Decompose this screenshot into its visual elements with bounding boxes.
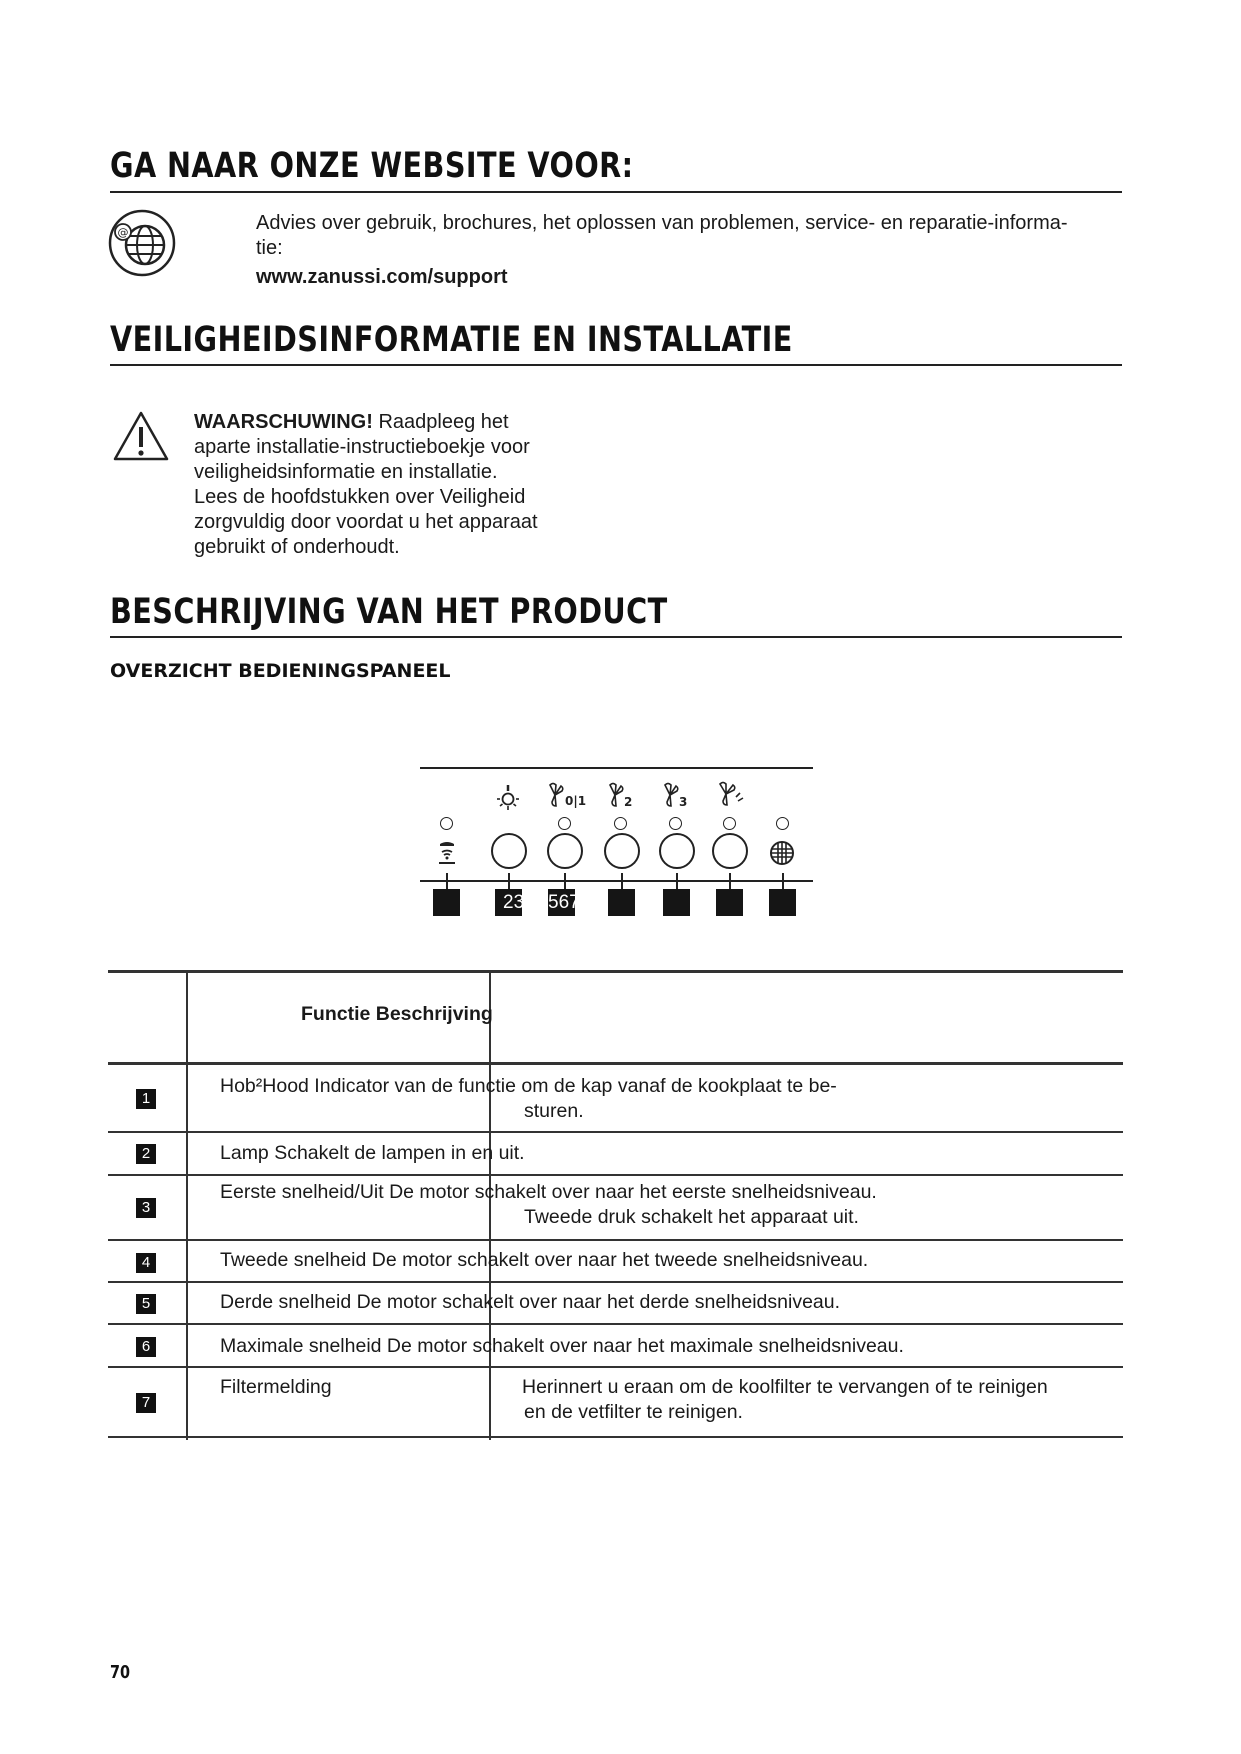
hob2hood-led <box>440 817 453 830</box>
row-description: Tweede druk schakelt het apparaat uit. <box>524 1206 859 1228</box>
row-function: Eerste snelheid/Uit De motor schakelt over naar het eerste snelheidsniveau. <box>220 1181 877 1203</box>
page-number: 70 <box>110 1662 131 1683</box>
heading-rule <box>110 191 1122 193</box>
warning-triangle-icon <box>112 410 170 462</box>
panel-marker: 23 <box>495 889 522 916</box>
row-function: Filtermelding <box>220 1376 332 1398</box>
warning-line-1: WAARSCHUWING! Raadpleeg het <box>194 411 509 433</box>
row-number: 7 <box>136 1393 156 1413</box>
fan-speed-2-icon <box>606 781 638 814</box>
fan-max-led <box>723 817 736 830</box>
svg-text:@: @ <box>117 226 129 239</box>
lamp-icon <box>494 783 522 816</box>
svg-text:0|1: 0|1 <box>565 794 587 808</box>
table-column-divider <box>186 970 188 1440</box>
fan-speed-2-led <box>614 817 627 830</box>
lamp-button[interactable] <box>491 833 527 869</box>
row-function: Derde snelheid De motor schakelt over naar het derde snelheidsniveau. <box>220 1291 841 1313</box>
fan-speed-2-button[interactable] <box>604 833 640 869</box>
globe-icon <box>107 208 177 278</box>
heading-safety: VEILIGHEIDSINFORMATIE EN INSTALLATIE <box>110 320 793 360</box>
table-row-rule <box>108 1323 1123 1325</box>
table-header-rule <box>108 1062 1123 1065</box>
table-bottom-rule <box>108 1436 1123 1438</box>
table-row-rule <box>108 1366 1123 1368</box>
warning-line-4: Lees de hoofdstukken over Veiligheid <box>194 486 526 508</box>
table-row-rule <box>108 1281 1123 1283</box>
table-row-rule <box>108 1131 1123 1133</box>
warning-line-3: veiligheidsinformatie en installatie. <box>194 461 498 483</box>
heading-product: BESCHRIJVING VAN HET PRODUCT <box>110 592 668 632</box>
advice-line-1: Advies over gebruik, brochures, het oplossen van problemen, service- en reparatie-informa- <box>256 212 1068 234</box>
fan-speed-3-icon <box>661 781 693 814</box>
row-function: Maximale snelheid De motor schakelt over naar het maximale snelheidsniveau. <box>220 1335 904 1357</box>
heading-website: GA NAAR ONZE WEBSITE VOOR: <box>110 146 634 186</box>
svg-text:2: 2 <box>624 795 633 809</box>
fan-speed-0-1-led <box>558 817 571 830</box>
fan-max-icon <box>714 779 746 814</box>
fan-max-button[interactable] <box>712 833 748 869</box>
fan-speed-0-1-icon <box>547 781 585 814</box>
panel-marker <box>663 889 690 916</box>
support-link[interactable]: www.zanussi.com/support <box>256 266 508 288</box>
row-number: 6 <box>136 1337 156 1357</box>
control-panel-diagram <box>420 765 815 925</box>
row-number: 4 <box>136 1253 156 1273</box>
fan-speed-3-led <box>669 817 682 830</box>
panel-marker <box>608 889 635 916</box>
table-header: Functie Beschrijving <box>301 1003 493 1025</box>
panel-tick <box>676 873 678 889</box>
table-row-rule <box>108 1239 1123 1241</box>
panel-marker: 567 <box>548 889 575 916</box>
hob2hood-icon <box>435 840 459 871</box>
fan-speed-0-1-button[interactable] <box>547 833 583 869</box>
table-top-rule <box>108 970 1123 973</box>
row-function: Tweede snelheid De motor schakelt over naar het tweede snelheidsniveau. <box>220 1249 869 1271</box>
filter-icon <box>769 840 795 871</box>
row-function: Lamp Schakelt de lampen in en uit. <box>220 1142 525 1164</box>
panel-tick <box>564 873 566 889</box>
panel-marker <box>716 889 743 916</box>
panel-tick <box>782 873 784 889</box>
row-description: sturen. <box>524 1100 584 1122</box>
filter-led <box>776 817 789 830</box>
panel-bottom-line <box>420 880 813 882</box>
panel-tick <box>729 873 731 889</box>
panel-tick <box>446 873 448 889</box>
panel-tick <box>508 873 510 889</box>
row-description: en de vetfilter te reinigen. <box>524 1401 743 1423</box>
warning-line-6: gebruikt of onderhoudt. <box>194 536 400 558</box>
row-number: 2 <box>136 1144 156 1164</box>
function-table <box>108 970 1123 1440</box>
panel-top-line <box>420 767 813 769</box>
panel-marker <box>769 889 796 916</box>
row-number: 3 <box>136 1198 156 1218</box>
panel-tick <box>621 873 623 889</box>
heading-rule <box>110 636 1122 638</box>
table-column-divider <box>489 970 491 1440</box>
row-number: 5 <box>136 1294 156 1314</box>
table-row-rule <box>108 1174 1123 1176</box>
warning-line-5: zorgvuldig door voordat u het apparaat <box>194 511 538 533</box>
heading-rule <box>110 364 1122 366</box>
row-function: Hob²Hood Indicator van de functie om de kap vanaf de kookplaat te be- <box>220 1075 837 1097</box>
fan-speed-3-button[interactable] <box>659 833 695 869</box>
svg-text:3: 3 <box>679 795 688 809</box>
row-number: 1 <box>136 1089 156 1109</box>
subheading-control-panel: OVERZICHT BEDIENINGSPANEEL <box>110 660 451 682</box>
advice-line-2: tie: <box>256 237 283 259</box>
panel-marker <box>433 889 460 916</box>
row-description: Herinnert u eraan om de koolfilter te vervangen of te reinigen <box>522 1376 1048 1398</box>
warning-line-2: aparte installatie-instructieboekje voor <box>194 436 530 458</box>
